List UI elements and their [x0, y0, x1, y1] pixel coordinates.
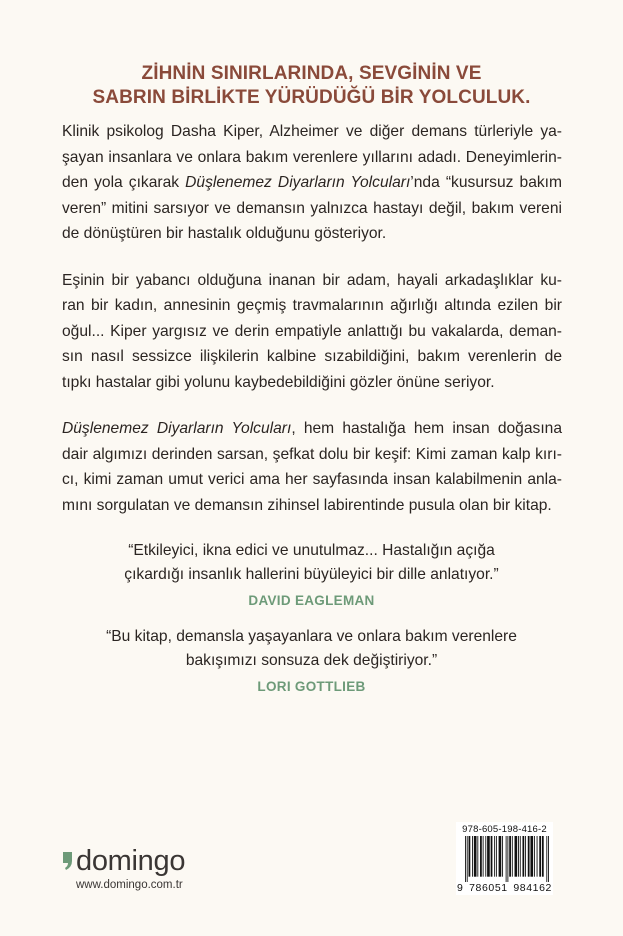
quote-mark-icon [62, 852, 74, 870]
text-run: , hem hastalığa hem insan doğasına [291, 420, 562, 437]
text-line: oğul... Kiper yargısız ve derin empatiyle anlattığı bu vakalarda, deman- [62, 322, 562, 340]
text-run: ’nda “kusursuz bakım [410, 174, 563, 191]
text-line: de dönüştüren bir hastalık olduğunu gösteriyor. [62, 225, 387, 242]
quote-line: bakışımızı sonsuza dek değiştiriyor.” [185, 652, 438, 669]
text-line: ran bir kadın, annesinin geçmiş travmalarının ağırlığı altında ezilen bir [62, 297, 562, 314]
book-title-italic: Düşlenemez Diyarların Yolcuları [62, 420, 292, 437]
book-title-italic: Düşlenemez Diyarların Yolcuları [185, 174, 411, 191]
text-line [62, 170, 562, 196]
back-cover-headline [0, 62, 623, 110]
blurb-body [62, 119, 562, 539]
text-line: cı, kimi zaman umut verici ama her sayfasında insan kalabilmenin anla- [62, 471, 562, 488]
publisher-logo [62, 846, 185, 891]
headline-line-1: ZİHNİN SINIRLARINDA, SEVGİNİN VE [141, 63, 482, 84]
quote-line: “Etkileyici, ikna edici ve unutulmaz... Hastalığın açığa [128, 542, 495, 559]
isbn-digits-right: 984162 [513, 882, 552, 894]
text-line: mını sorgulatan ve demansın zihinsel labirentinde pusula olan bir kitap. [62, 496, 552, 514]
isbn-barcode [456, 822, 553, 895]
text-line: Eşinin bir yabancı olduğuna inanan bir adam, hayali arkadaşlıklar ku- [62, 271, 562, 289]
endorsement-quote-1 [0, 539, 623, 613]
headline-line-2: SABRIN BİRLİKTE YÜRÜDÜĞÜ BİR YOLCULUK. [92, 87, 531, 108]
blurb-paragraph-3 [62, 416, 562, 518]
barcode-bars [465, 836, 549, 882]
text-line: tıpkı hastalar gibi yolunu kaybedebildiğini gözler önüne seriyor. [62, 373, 495, 391]
endorsement-quote-2 [0, 625, 623, 699]
isbn-digit-prefix: 9 [457, 882, 464, 894]
text-line [62, 416, 562, 442]
quote-line: çıkardığı insanlık hallerini büyüleyici bir dille anlatıyor.” [124, 566, 499, 583]
text-line: dair algımızı derinden sarsan, şefkat dolu bir keşif: Kimi zaman kalp kırı- [62, 445, 562, 463]
publisher-name: domingo [76, 845, 186, 877]
blurb-paragraph-1 [62, 119, 562, 247]
text-run: den yola çıkarak [62, 174, 186, 191]
text-line: şayan insanlara ve onlara bakım verenlere yıllarını adadı. Deneyimlerin- [62, 148, 562, 166]
text-line: sın nasıl sessizce ilişkilerin kalbine sızabildiğini, bakım verenlerin de [62, 348, 562, 365]
publisher-url: www.domingo.com.tr [76, 879, 183, 891]
isbn-digits [457, 882, 552, 894]
text-line: Klinik psikolog Dasha Kiper, Alzheimer ve diğer demans türleriyle ya- [62, 123, 562, 140]
blurb-paragraph-2 [62, 268, 562, 396]
quote-line: “Bu kitap, demansla yaşayanlara ve onlara bakım verenlere [106, 628, 517, 645]
quote-author: DAVID EAGLEMAN [248, 593, 375, 608]
isbn-digits-left: 786051 [469, 882, 508, 894]
text-line: veren” mitini sarsıyor ve demansın yalnızca hastayı değil, bakım vereni [62, 199, 562, 217]
isbn-label: 978-605-198-416-2 [462, 824, 547, 835]
quote-author: LORI GOTTLIEB [257, 679, 366, 694]
